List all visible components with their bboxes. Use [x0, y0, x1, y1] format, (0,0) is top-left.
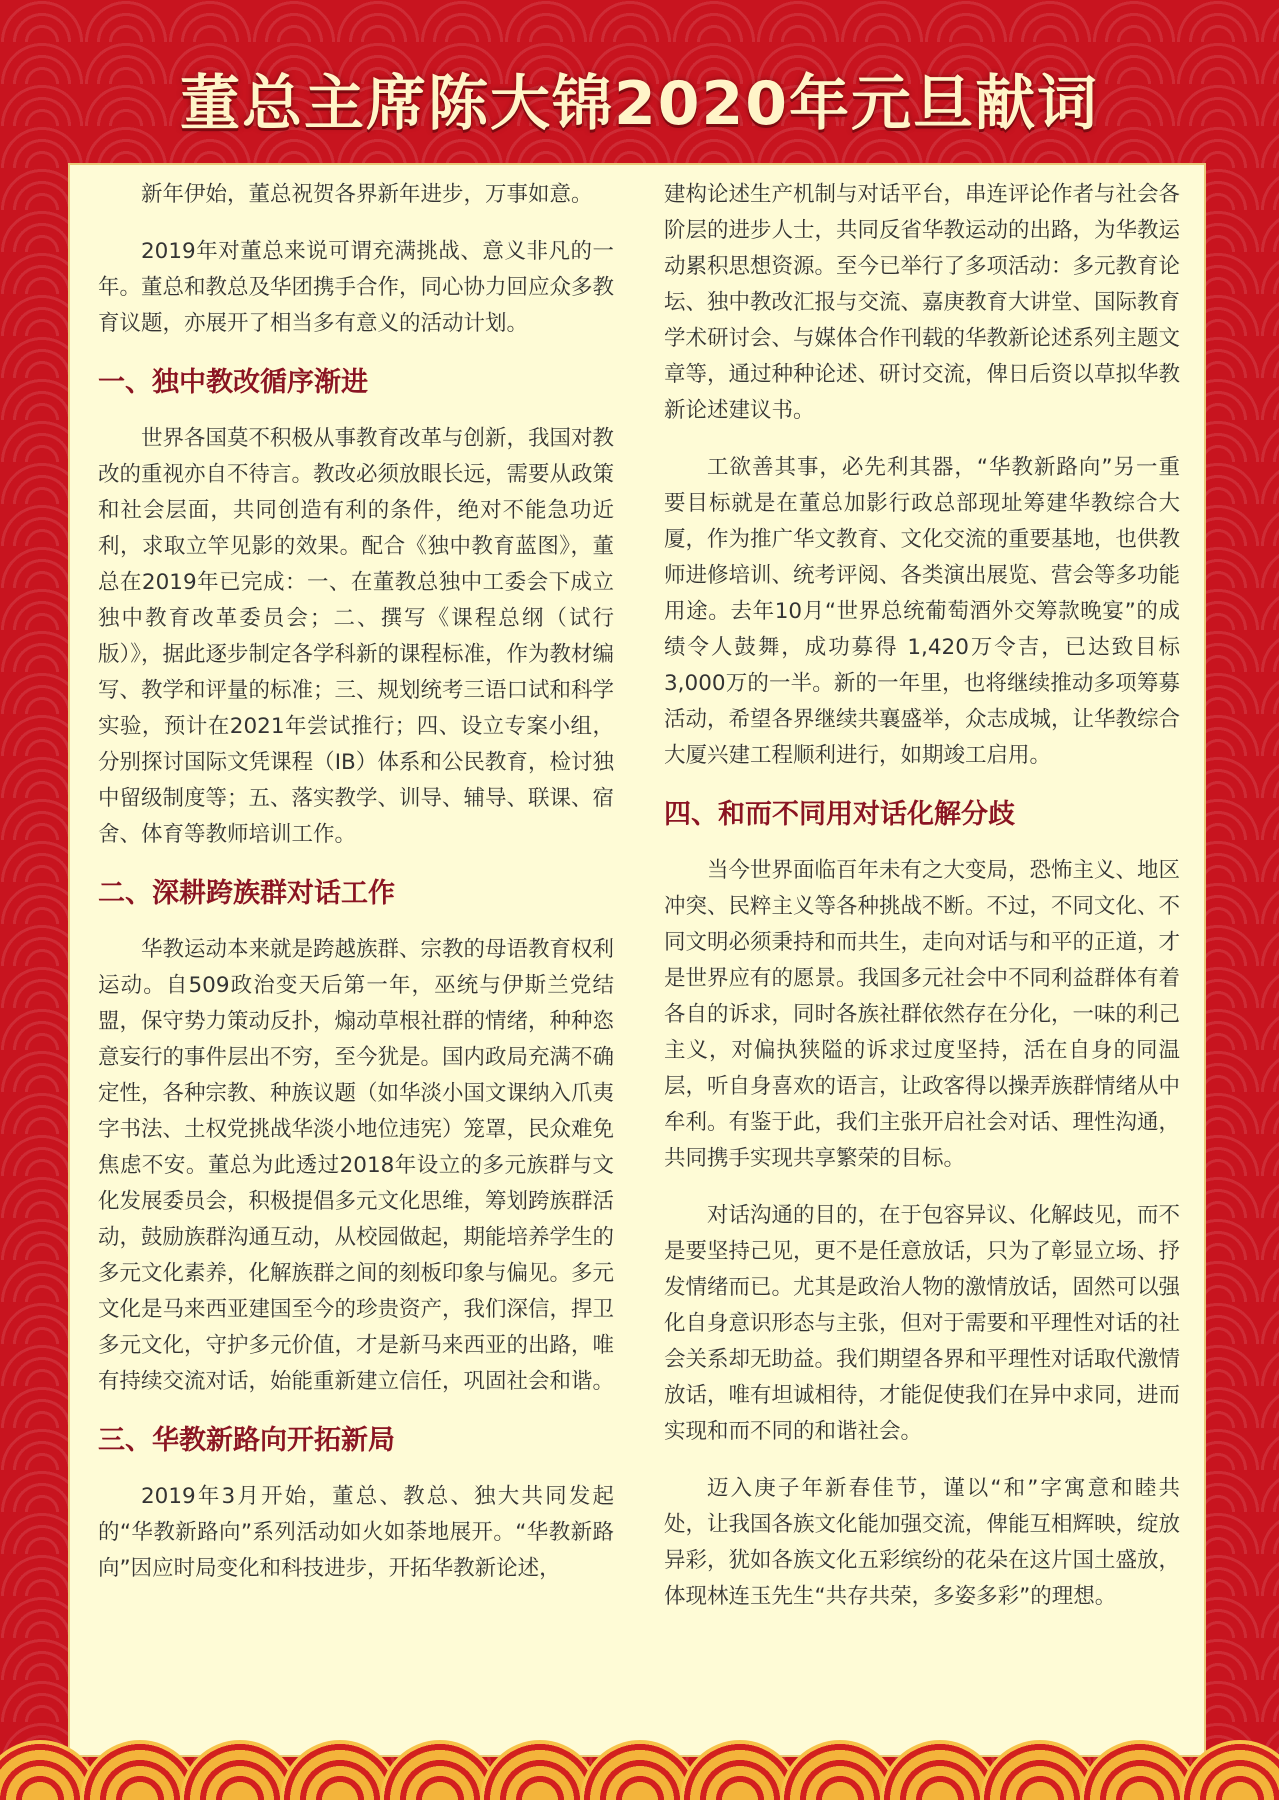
- paragraph: 世界各国莫不积极从事教育改革与创新，我国对教改的重视亦自不待言。教改必须放眼长远，需要从政策和社会层面，共同创造有利的条件，绝对不能急功近利，求取立竿见影的效果。配合《独中教育蓝图》，董总在2019年已完成：一、在董教总独中工委会下成立独中教育改革委员会；二、撰写《课程总纲（试行版）》，据此逐步制定各学科新的课程标准，作为教材编写、教学和评量的标准；三、规划统考三语口试和科学实验，预计在2021年尝试推行；四、设立专案小组，分别探讨国际文凭课程（IB）体系和公民教育，检讨独中留级制度等；五、落实教学、训导、辅导、联课、宿舍、体育等教师培训工作。: [98, 426, 615, 847]
- section-heading: 四、和而不同用对话化解分歧: [664, 799, 1015, 830]
- paragraph: 华教运动本来就是跨越族群、宗教的母语教育权利运动。自509政治变天后第一年，巫统与伊斯兰党结盟，保守势力策动反扑，煽动草根社群的情绪，种种恣意妄行的事件层出不穷，至今犹是。国内政局充满不确定性，各种宗教、种族议题（如华淡小国文课纳入爪夷字书法、土权党挑战华淡小地位违宪）笼罩，民众难免焦虑不安。董总为此透过2018年设立的多元族群与文化发展委员会，积极提倡多元文化思维，筹划跨族群活动，鼓励族群沟通互动，从校园做起，期能培养学生的多元文化素养，化解族群之间的刻板印象与偏见。多元文化是马来西亚建国至今的珍贵资产，我们深信，捍卫多元文化，守护多元价值，才是新马来西亚的出路，唯有持续交流对话，始能重新建立信任，巩固社会和谐。: [98, 937, 615, 1394]
- section-heading: 三、华教新路向开拓新局: [98, 1425, 395, 1456]
- paragraph: 2019年3月开始，董总、教总、独大共同发起的“华教新路向”系列活动如火如荼地展开。“华教新路向”因应时局变化和科技进步，开拓华教新论述，: [98, 1484, 614, 1581]
- paragraph: 迈入庚子年新春佳节，谨以“和”字寓意和睦共处，让我国各族文化能加强交流，俾能互相辉映，绽放异彩，犹如各族文化五彩缤纷的花朵在这片国土盛放，体现林连玉先生“共存共荣，多姿多彩”的理想。: [664, 1476, 1181, 1609]
- right-column: [664, 177, 1180, 1636]
- paragraph: 当今世界面临百年未有之大变局，恐怖主义、地区冲突、民粹主义等各种挑战不断。不过，不同文化、不同文明必须秉持和而共生，走向对话与和平的正道，才是世界应有的愿景。我国多元社会中不同利益群体有着各自的诉求，同时各族社群依然存在分化，一味的利己主义，对偏执狭隘的诉求过度坚持，活在自身的同温层，听自身喜欢的语言，让政客得以操弄族群情绪从中牟利。有鉴于此，我们主张开启社会对话、理性沟通，共同携手实现共享繁荣的目标。: [664, 858, 1181, 1171]
- paragraph-continued: 建构论述生产机制与对话平台，串连评论作者与社会各阶层的进步人士，共同反省华教运动的出路，为华教运动累积思想资源。至今已举行了多项活动：多元教育论坛、独中教改汇报与交流、嘉庚教育大讲堂、国际教育学术研讨会、与媒体合作刊载的华教新论述系列主题文章等，通过种种论述、研讨交流，俾日后资以草拟华教新论述建议书。: [664, 182, 1181, 423]
- paragraph: 对话沟通的目的，在于包容异议、化解歧见，而不是要坚持己见，更不是任意放话，只为了彰显立场、抒发情绪而已。尤其是政治人物的激情放话，固然可以强化自身意识形态与主张，但对于需要和平理性对话的社会关系却无助益。我们期望各界和平理性对话取代激情放话，唯有坦诚相待，才能促使我们在异中求同，进而实现和而不同的和谐社会。: [664, 1203, 1181, 1444]
- content-panel: [70, 165, 1204, 1755]
- paragraph: 2019年对董总来说可谓充满挑战、意义非凡的一年。董总和教总及华团携手合作，同心协力回应众多教育议题，亦展开了相当多有意义的活动计划。: [98, 239, 615, 336]
- paragraph: 新年伊始，董总祝贺各界新年进步，万事如意。: [141, 182, 593, 207]
- paragraph: 工欲善其事，必先利其器，“华教新路向”另一重要目标就是在董总加影行政总部现址筹建华教综合大厦，作为推广华文教育、文化交流的重要基地，也供教师进修培训、统考评阅、各类演出展览、营会等多功能用途。去年10月“世界总统葡萄酒外交筹款晚宴”的成绩令人鼓舞，成功募得 1,420万令吉，已达致目标3,000万的一半。新的一年里，也将继续推动多项筹募活动，希望各界继续共襄盛举，众志成城，让华教综合大厦兴建工程顺利进行，如期竣工启用。: [664, 455, 1181, 768]
- left-column: [98, 177, 614, 1608]
- header-banner: [0, 0, 1279, 160]
- section-heading: 一、独中教改循序渐进: [98, 367, 368, 398]
- bottom-wave-decoration: [0, 1712, 1279, 1800]
- section-heading: 二、深耕跨族群对话工作: [98, 878, 395, 909]
- page-title: 董总主席陈大锦2020年元旦献词: [180, 69, 1099, 139]
